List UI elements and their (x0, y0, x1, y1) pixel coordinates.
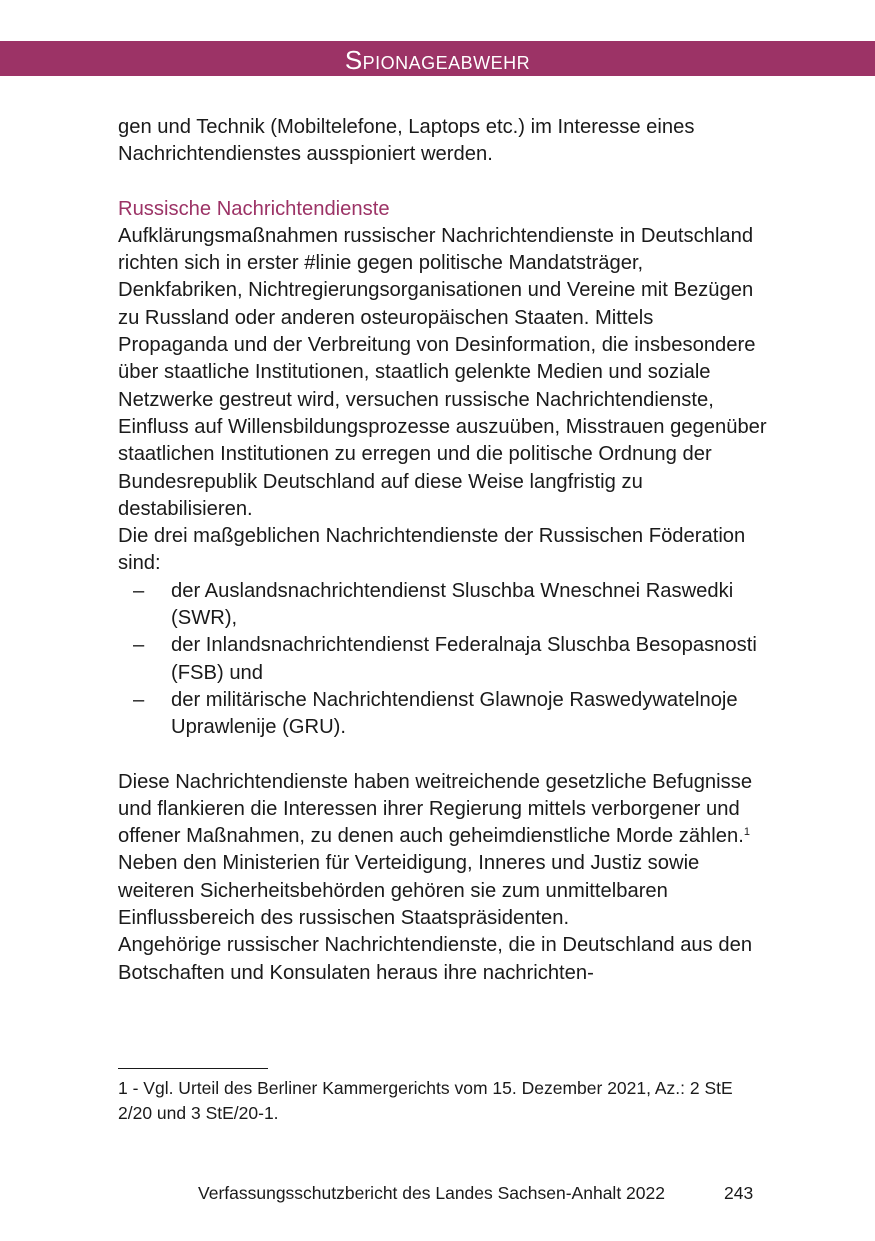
list-dash: – (133, 579, 145, 602)
list-item (118, 632, 768, 687)
list-item-text: der Auslandsnachrichtendienst Sluschba Wneschnei Raswedki (SWR), (171, 579, 734, 630)
page-number: 243 (724, 1183, 754, 1203)
paragraph-3 (118, 769, 768, 933)
section-title: Spionageabwehr (344, 45, 531, 75)
footer-publication: Verfassungsschutzbericht des Landes Sachsen-Anhalt 2022 (198, 1183, 665, 1203)
list-dash: – (133, 688, 145, 711)
list-item (118, 578, 768, 633)
paragraph-3-text-continued: Neben den Ministerien für Verteidigung, Inneres und Justiz sowie weiteren Sicherheitsbehörden gehören sie zum unmittelbaren Einflussbereich des russischen Staatspräsidenten. (118, 852, 700, 930)
paragraph-gap (118, 742, 768, 769)
service-list (118, 578, 768, 742)
intro-paragraph: gen und Technik (Mobiltelefone, Laptops etc.) im Interesse eines Nachrichtendienstes ausspioniert werden. (118, 116, 695, 166)
paragraph-1: Aufklärungsmaßnahmen russischer Nachrichtendienste in Deutschland richten sich in erster #linie gegen politische Mandatsträger, Denkfabriken, Nichtregierungsorganisationen und Vereine mit Bezügen zu Russland oder anderen osteuropäischen Staaten. Mittels Propaganda und der Verbreitung von Desinformation, die insbesondere über staatliche Institutionen, staatlich gelenkte Medien und soziale Netzwerke gestreut wird, versuchen russische Nachrichtendienste, Einfluss auf Willensbildungsprozesse auszuüben, Misstrauen gegenüber staatlichen Institutionen zu erregen und die politische Ordnung der Bundesrepublik Deutschland auf diese Weise langfristig zu destabilisieren. (118, 224, 767, 520)
list-item-text: der Inlandsnachrichtendienst Federalnaja Sluschba Besopasnosti (FSB) und (171, 634, 757, 684)
paragraph-gap (118, 169, 768, 196)
footnote-reference[interactable]: 1 (743, 826, 750, 839)
footnote-divider (118, 1068, 268, 1069)
paragraph-4: Angehörige russischer Nachrichtendienste, die in Deutschland aus den Botschaften und Konsulaten heraus ihre nachrichten- (118, 934, 753, 984)
paragraph-2: Die drei maßgeblichen Nachrichtendienste der Russischen Föderation sind: (118, 525, 746, 575)
list-item-text: der militärische Nachrichtendienst Glawnoje Raswedywatelnoje Uprawlenije (GRU). (171, 688, 738, 739)
subheading: Russische Nachrichtendienste (118, 197, 390, 220)
footnote: 1 - Vgl. Urteil des Berliner Kammergerichts vom 15. Dezember 2021, Az.: 2 StE 2/20 und 3 StE/20-1. (118, 1078, 733, 1123)
main-content (118, 114, 768, 987)
paragraph-3-text: Diese Nachrichtendienste haben weitreichende gesetzliche Befugnisse und flankieren die Interessen ihrer Regierung mittels verborgener und offener Maßnahmen, zu denen auch geheimdienstliche Morde zählen. (118, 770, 753, 848)
list-dash: – (133, 634, 145, 657)
list-item (118, 687, 768, 742)
